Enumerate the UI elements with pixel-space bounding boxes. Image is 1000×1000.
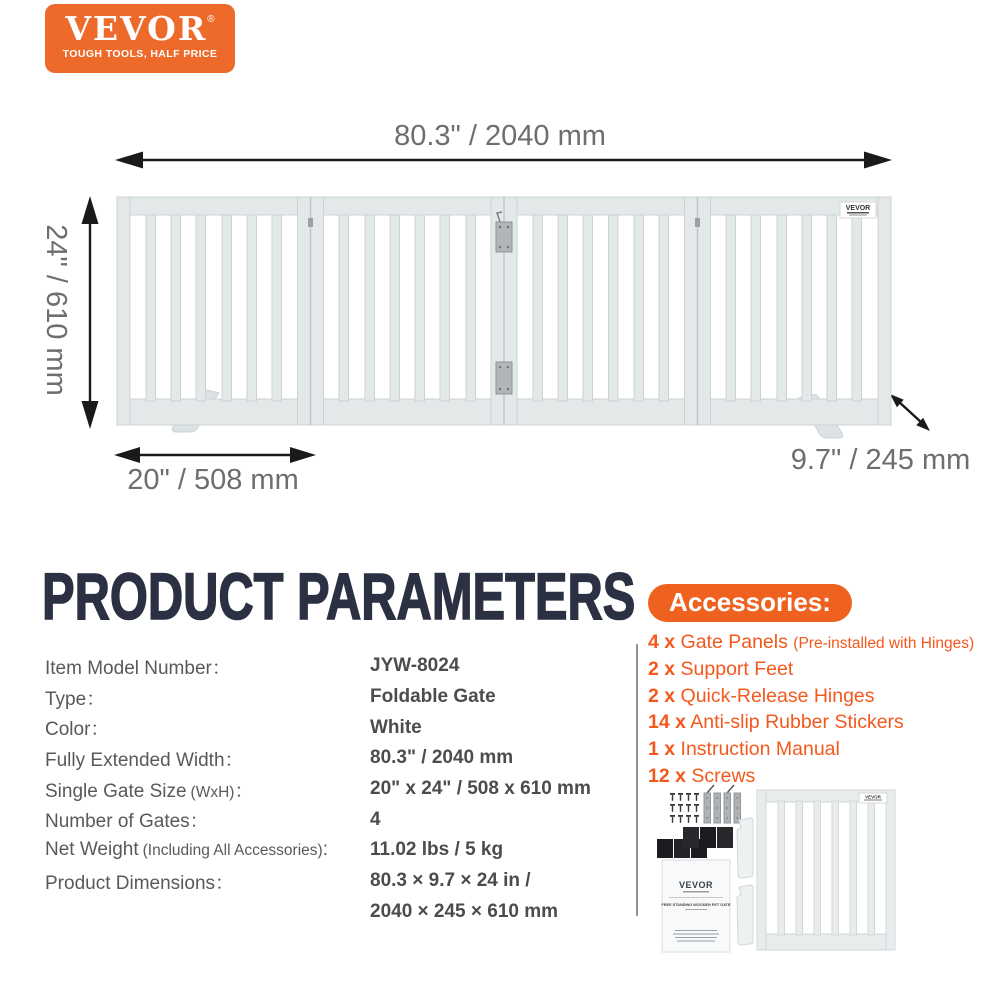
parameters-table <box>45 651 635 927</box>
logo-tagline: TOUGH TOOLS, HALF PRICE <box>62 48 218 60</box>
height-arrow-icon <box>74 190 106 435</box>
param-value: JYW-8024 <box>370 655 460 677</box>
accessory-item-support-feet: 2 x Support Feet <box>648 657 794 680</box>
quick-release-hinges-icon <box>704 785 741 823</box>
accessories-list <box>648 631 974 792</box>
param-value: White <box>370 716 422 738</box>
param-value: 80.3 × 9.7 × 24 in / <box>370 870 531 892</box>
kit-gate-panel-icon <box>757 790 895 950</box>
svg-text:VEVOR: VEVOR <box>845 205 871 212</box>
accessory-item-gate-panels: 4 x Gate Panels (Pre-installed with Hinges) <box>648 631 975 653</box>
gate-brand-sticker <box>840 202 876 218</box>
param-row-gate-size <box>45 774 635 805</box>
accessory-item-hinges: 2 x Quick-Release Hinges <box>648 684 875 707</box>
height-dimension-label: 24" / 610 mm <box>40 224 72 396</box>
param-label: Number of Gates： <box>45 811 209 833</box>
folding-gate-illustration <box>110 194 900 444</box>
accessory-item-rubber-stickers: 14 x Anti-slip Rubber Stickers <box>648 711 904 734</box>
width-dimension-label: 80.3" / 2040 mm <box>394 120 606 152</box>
param-label: Color： <box>45 719 110 741</box>
param-row-dimensions-line2 <box>45 897 635 928</box>
param-value: 11.02 lbs / 5 kg <box>370 839 504 861</box>
rubber-stickers-icon <box>657 827 733 858</box>
panel-width-dimension-label: 20" / 508 mm <box>127 464 299 496</box>
param-row-type <box>45 682 635 713</box>
page-title: PRODUCT PARAMETERS <box>42 559 636 633</box>
param-label: Net Weight (Including All Accessories): <box>45 839 328 861</box>
param-label: Fully Extended Width： <box>45 749 244 771</box>
logo-wordmark: VEVOR <box>65 9 208 48</box>
param-label: Single Gate Size (WxH)： <box>45 780 254 802</box>
svg-text:VEVOR: VEVOR <box>865 794 881 800</box>
support-feet-icon <box>737 818 753 945</box>
param-row-net-weight <box>45 835 635 866</box>
param-value: 20" x 24" / 508 x 610 mm <box>370 778 591 800</box>
accessory-item-manual: 1 x Instruction Manual <box>648 738 840 761</box>
screws-icon <box>670 793 699 823</box>
param-row-dimensions <box>45 866 635 897</box>
param-row-model <box>45 651 635 682</box>
param-value: 80.3" / 2040 mm <box>370 747 514 769</box>
param-value: 4 <box>370 808 381 830</box>
svg-text:VEVOR: VEVOR <box>678 880 714 890</box>
param-row-extended-width <box>45 743 635 774</box>
param-label: Item Model Number： <box>45 657 231 679</box>
param-value: 2040 × 245 × 610 mm <box>370 900 559 922</box>
param-row-color <box>45 712 635 743</box>
vevor-logo <box>45 4 235 73</box>
registered-mark: ® <box>207 14 215 25</box>
width-arrow-icon <box>105 146 900 174</box>
param-label: Type： <box>45 688 106 710</box>
accessories-badge: Accessories: <box>648 584 852 622</box>
panel-width-arrow-icon <box>108 442 323 468</box>
depth-dimension-label: 9.7" / 245 mm <box>790 444 971 476</box>
param-label: Product Dimensions： <box>45 872 235 894</box>
svg-text:FREE STANDING WOODEN PET GATE: FREE STANDING WOODEN PET GATE <box>661 903 731 907</box>
accessory-item-screws: 12 x Screws <box>648 764 756 787</box>
param-row-gate-count <box>45 804 635 835</box>
param-value: Foldable Gate <box>370 686 496 708</box>
instruction-manual-icon <box>661 860 731 952</box>
vertical-divider <box>636 644 638 916</box>
accessories-kit-illustration <box>645 782 910 962</box>
